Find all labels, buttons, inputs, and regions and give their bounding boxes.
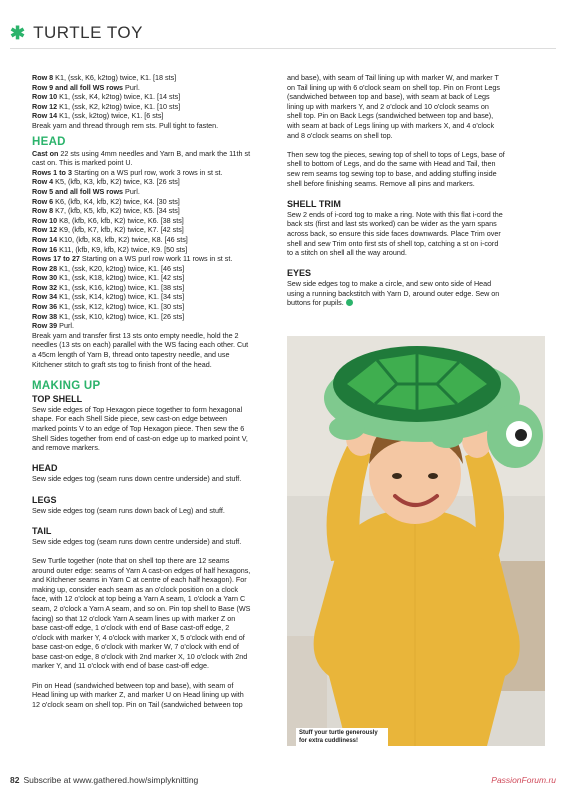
row-text: K7, (kfb, K5, kfb, K2) twice, K5. [34 sts] xyxy=(53,206,180,216)
text-line xyxy=(32,158,276,168)
watermark: PassionForum.ru xyxy=(491,775,556,785)
row-text: Starting on a WS purl row, work 3 rows in st st. xyxy=(71,167,223,177)
text-line: and 8 o'clock seams on shell top. xyxy=(287,130,393,140)
text-line: sew rem seams tog sewing top to base, and adding stuffing inside xyxy=(287,168,497,178)
row-label: Row 36 xyxy=(32,302,58,312)
head-makeup-text xyxy=(32,474,276,484)
row-text: K5, (kfb, K3, kfb, K2) twice, K3. [26 sts] xyxy=(53,177,180,187)
text-line: marker Y, and 11 o'clock with end of base cast-off edge. xyxy=(32,661,210,671)
sew-pieces-text xyxy=(287,150,545,188)
text-line: Sew side edges tog (seam runs down back of Leg) and stuff. xyxy=(32,505,225,515)
text-line xyxy=(32,350,276,360)
row-text: K11, (kfb, K9, kfb, K2) twice, K9. [50 sts] xyxy=(57,244,188,254)
text-line: making up, consider each seam as an o'clock position on a clock xyxy=(32,584,238,594)
row-text: K1, (ssk, k2tog) twice, K1. [6 sts] xyxy=(57,111,164,121)
text-line: o'clock with marker Y, 4 o'clock with marker X, 5 o'clock with end of xyxy=(32,632,245,642)
row-label: Row 5 and all foll WS rows xyxy=(32,186,124,196)
row-label: Row 8 xyxy=(32,73,54,82)
shell-trim-text xyxy=(287,210,545,258)
row-text: K1, (ssk, K18, k2tog) twice, K1. [42 sts] xyxy=(57,273,185,283)
text-line: facing) so that 12 o'clock Yarn A seam lines up with marker Z on xyxy=(32,613,236,623)
row-text: K1, (ssk, K10, k2tog) twice, K1. [26 sts] xyxy=(57,311,185,321)
text-line xyxy=(32,235,276,245)
row-label: Row 30 xyxy=(32,273,58,283)
text-line: Sew side edges tog (seam runs down centre underside) and stuff. xyxy=(32,536,242,546)
top-shell-heading: TOP SHELL xyxy=(32,393,83,404)
row-text: Purl. xyxy=(57,321,74,331)
text-line: shape. For each Shell Side piece, sew cast-on edge between xyxy=(32,414,227,424)
legs-heading: LEGS xyxy=(32,494,57,505)
text-line xyxy=(32,111,276,121)
row-text: K1, (ssk, K2, k2tog) twice, K1. [10 sts] xyxy=(57,101,181,111)
text-line: around outer edge: seams of Yarn A cast-on edges of half hexagons, xyxy=(32,565,251,575)
text-line xyxy=(32,321,276,331)
tail-heading: TAIL xyxy=(32,525,52,536)
row-text: K1, (ssk, K4, k2tog) twice, K1. [14 sts] xyxy=(57,92,181,102)
row-text: K9, (kfb, K7, kfb, K2) twice, K7. [42 sts] xyxy=(57,225,184,235)
row-text: Break yarn and transfer first 13 sts onto empty needle, hold the 2 xyxy=(32,330,239,340)
text-line: Shell Sides together from end of cast-on edge up to marked point V, xyxy=(32,433,248,443)
pin-tail-text xyxy=(287,73,545,140)
text-line xyxy=(32,92,276,102)
row-label: Row 4 xyxy=(32,177,54,187)
row-text: K8, (kfb, K6, kfb, K2) twice, K6. [38 sts] xyxy=(57,215,184,225)
row-label: Row 39 xyxy=(32,321,58,331)
text-line: Then sew tog the pieces, sewing top of shell to tops of Legs, base of xyxy=(287,149,505,159)
text-line xyxy=(32,254,276,264)
text-line: and base), with seam of Tail lining up with marker W, and marker T xyxy=(287,73,499,82)
text-line xyxy=(32,73,276,83)
row-text: K1, (ssk, K6, k2tog) twice, K1. [18 sts] xyxy=(53,73,177,82)
text-line: and remove markers. xyxy=(32,443,100,453)
star-icon: ✱ xyxy=(10,23,26,43)
row-label: Row 10 xyxy=(32,92,58,102)
row-text: Purl. xyxy=(123,186,140,196)
row-label: Row 14 xyxy=(32,234,58,244)
text-line: Sew Turtle together (note that on shell top there are 12 seams xyxy=(32,555,230,565)
text-line: lining up with markers Y, and 2 o'clock and 10 o'clock seams on xyxy=(287,101,489,111)
text-line xyxy=(32,340,276,350)
text-line: shell and sew Trim onto first sts of shell top, catching a st on i-cord xyxy=(287,238,499,248)
row-label: Row 9 and all foll WS rows xyxy=(32,82,124,92)
text-line: buttons for pupils. xyxy=(287,298,545,308)
text-line: Sew side edges of Top Hexagon piece together to form hexagonal xyxy=(32,404,243,414)
text-line: using a running backstitch with Yarn D, around outer edge. Sew on xyxy=(287,288,500,298)
text-line: with seam at back of Legs lining up with markers X, and 4 o'clock xyxy=(287,120,495,130)
row-instructions xyxy=(32,73,276,131)
row-label: Row 14 xyxy=(32,111,58,121)
text-line xyxy=(32,168,276,178)
text-line: Head lining up with marker Z, and marker U on Head lining up with xyxy=(32,690,244,700)
photo-illustration xyxy=(287,336,545,746)
text-line: (sandwiched between top and base), with seam at back of Legs xyxy=(287,92,490,102)
pin-head-text xyxy=(32,681,276,710)
page-number: 82 xyxy=(10,775,20,785)
row-label: Rows 17 to 27 xyxy=(32,254,80,264)
shell-trim-heading: SHELL TRIM xyxy=(287,198,341,209)
row-text: Kitchener stitch to graft sts tog to finish front of the head. xyxy=(32,359,212,369)
head-instructions xyxy=(32,149,276,370)
row-text: a 45cm length of Yarn B, thread onto tapestry needle, and use xyxy=(32,350,230,360)
text-line xyxy=(32,273,276,283)
text-line xyxy=(32,283,276,293)
text-line: Sew side edges tog (seam runs down centre underside) and stuff. xyxy=(32,474,242,484)
text-line xyxy=(32,177,276,187)
page-header xyxy=(10,22,143,44)
page-title: TURTLE TOY xyxy=(33,23,143,42)
eyes-heading: EYES xyxy=(287,268,312,279)
row-text: Break yarn and thread through rem sts. Pull tight to fasten. xyxy=(32,120,219,130)
row-label: Row 12 xyxy=(32,101,58,111)
text-line xyxy=(32,360,276,370)
head-makeup-heading: HEAD xyxy=(32,463,58,474)
text-line xyxy=(32,225,276,235)
top-shell-text xyxy=(32,405,276,453)
row-text: K1, (ssk, K20, k2tog) twice, K1. [46 sts] xyxy=(57,263,185,273)
end-bullet-icon xyxy=(346,299,353,306)
text-line xyxy=(32,302,276,312)
text-line: shell before finishing seams. Remove all pins and markers. xyxy=(287,178,475,188)
head-heading: HEAD xyxy=(32,135,66,148)
text-line xyxy=(32,197,276,207)
header-divider xyxy=(10,48,556,49)
row-label: Row 16 xyxy=(32,244,58,254)
sew-turtle-text xyxy=(32,556,276,671)
row-label: Row 6 xyxy=(32,196,54,206)
turtle-photo xyxy=(287,336,545,746)
row-label: Row 28 xyxy=(32,263,58,273)
text-line xyxy=(32,245,276,255)
row-text: K1, (ssk, K14, k2tog) twice, K1. [34 sts] xyxy=(57,292,185,302)
right-column xyxy=(287,73,545,308)
text-line xyxy=(32,292,276,302)
row-text: Starting on a WS purl row work 11 rows in st st. xyxy=(79,254,233,264)
text-line: to a stitch on shell all the way around. xyxy=(287,248,407,258)
text-line: shell to bottom of Legs, and do the same with Head and Tail, then xyxy=(287,159,496,169)
row-label: Row 34 xyxy=(32,292,58,302)
subscribe-link[interactable]: Subscribe at www.gathered.how/simplyknitting xyxy=(23,775,199,785)
text-line xyxy=(32,187,276,197)
row-text: 22 sts using 4mm needles and Yarn B, and mark the 11th st xyxy=(58,148,251,158)
text-line xyxy=(32,121,276,131)
text-line xyxy=(32,331,276,341)
row-label: Row 32 xyxy=(32,282,58,292)
text-line xyxy=(32,264,276,274)
text-line xyxy=(32,102,276,112)
text-line: seam, 2 o'clock a Yarn A seam, and so on. Pin top shell to Base (WS xyxy=(32,603,251,613)
text-line: face, with 12 o'clock at top being a Yarn A seam, 1 o'clock a Yarn C xyxy=(32,594,246,604)
text-line: and Kitchener seams in Yarn C at centre of each half hexagon). For xyxy=(32,575,247,585)
row-label: Rows 1 to 3 xyxy=(32,167,72,177)
text-line: base cast-off edge, 1 o'clock with end of Base cast-off edge, 2 xyxy=(32,623,230,633)
row-text: K1, (ssk, K12, k2tog) twice, K1. [30 sts] xyxy=(57,302,185,312)
footer xyxy=(10,775,198,785)
row-text: K10, (kfb, K8, kfb, K2) twice, K8. [46 sts] xyxy=(57,234,188,244)
row-text: needles (13 sts on each) parallel with the WS facing each other. Cut xyxy=(32,340,249,350)
text-line: Sew 2 ends of i-cord tog to make a ring. Note with this flat i-cord the xyxy=(287,209,503,219)
text-line: 12 o'clock seam on shell top. Pin on Tail (sandwiched between top xyxy=(32,699,243,709)
text-line: on Tail lining up with 6 o'clock seam on shell top. Pin on Front Legs xyxy=(287,82,500,92)
text-line: shell top. Pin on Back Legs (sandwiched between top and base), xyxy=(287,111,494,121)
text-line: back sts (first and last sts worked) can be wider as the yarn spans xyxy=(287,219,497,229)
text-line xyxy=(32,83,276,93)
row-label: Row 10 xyxy=(32,215,58,225)
text-line: Sew side edges tog to make a circle, and sew onto side of Head xyxy=(287,279,492,289)
text-line: marked points V to an edge of Top Hexagon piece. Then sew the 6 xyxy=(32,424,245,433)
eyes-text xyxy=(287,279,545,308)
row-text: K6, (kfb, K4, kfb, K2) twice, K4. [30 sts] xyxy=(53,196,180,206)
row-text: Purl. xyxy=(123,82,140,92)
making-up-heading: MAKING UP xyxy=(32,379,101,392)
text-line: across back, so ensure this side faces downwards. Place Trim over xyxy=(287,228,501,238)
text-line xyxy=(32,216,276,226)
row-label: Cast on xyxy=(32,148,59,158)
row-label: Row 38 xyxy=(32,311,58,321)
text-line: base cast-on edge, 8 o'clock with 2nd marker X, 10 o'clock with 2nd xyxy=(32,651,248,661)
row-text: cast on. This is marked point U. xyxy=(32,158,133,168)
tail-text xyxy=(32,537,276,547)
legs-text xyxy=(32,506,276,516)
row-text: K1, (ssk, K16, k2tog) twice, K1. [38 sts] xyxy=(57,282,185,292)
left-column xyxy=(32,73,276,709)
photo-caption: Stuff your turtle generously for extra cuddliness! xyxy=(296,728,388,747)
text-line xyxy=(32,149,276,159)
row-label: Row 12 xyxy=(32,225,58,235)
text-line xyxy=(32,206,276,216)
row-label: Row 8 xyxy=(32,206,54,216)
text-line xyxy=(32,312,276,322)
text-line: Pin on Head (sandwiched between top and base), with seam of xyxy=(32,680,234,690)
text-line: base cast-on edge, 6 o'clock with marker W, 7 o'clock with end of xyxy=(32,642,239,652)
